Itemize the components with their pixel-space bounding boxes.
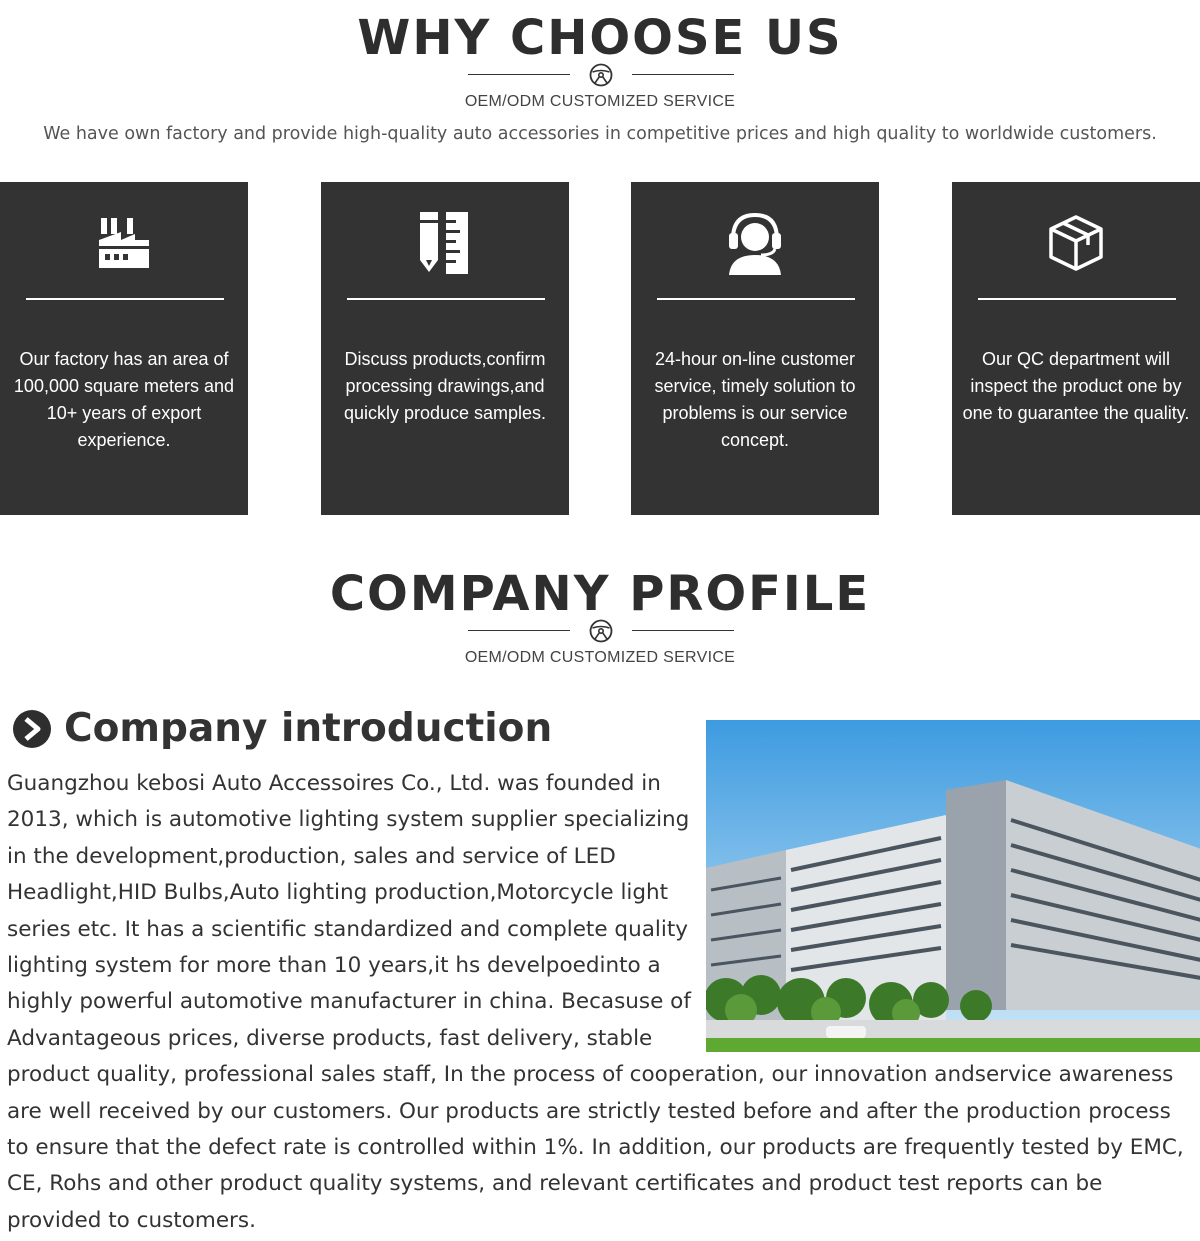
company-profile-subtitle: OEM/ODM CUSTOMIZED SERVICE (464, 649, 736, 666)
card-divider (657, 298, 855, 300)
feature-card-service (631, 182, 879, 515)
feature-card-factory (0, 182, 248, 515)
chevron-right-circle-icon (12, 709, 52, 749)
steering-wheel-icon (589, 619, 613, 643)
company-profile-title: COMPANY PROFILE (329, 566, 871, 622)
customer-service-icon (725, 211, 785, 275)
company-introduction-label: Company introduction (64, 706, 553, 751)
why-title-divider (468, 63, 734, 87)
feature-card-text: Our QC department will inspect the product one by one to guarantee the quality. (962, 349, 1190, 423)
company-building-image (706, 720, 1200, 1052)
card-divider (26, 298, 224, 300)
steering-wheel-icon (589, 63, 613, 87)
why-choose-us-title: WHY CHOOSE US (357, 10, 843, 66)
factory-icon (97, 216, 151, 270)
card-divider (347, 298, 545, 300)
pencil-ruler-icon (418, 210, 472, 276)
box-icon (1047, 214, 1105, 272)
why-choose-us-subtitle: OEM/ODM CUSTOMIZED SERVICE (464, 93, 736, 110)
card-divider (978, 298, 1176, 300)
feature-card-quality (952, 182, 1200, 515)
company-introduction-body (7, 766, 1197, 1239)
company-introduction-heading (12, 706, 552, 751)
feature-card-samples (321, 182, 569, 515)
feature-card-text: 24-hour on-line customer service, timely solution to problems is our service concept. (654, 349, 856, 450)
feature-card-text: Discuss products,confirm processing drawings,and quickly produce samples. (343, 349, 547, 423)
company-introduction-text: Guangzhou kebosi Auto Accessoires Co., Ltd. was founded in 2013, which is automotive lighting system supplier specializing in the development,production, sales and service of LED Headlight,HID Bulbs,Auto lighting production,Motorcycle light series etc. It has a scientific standardized and complete quality lighting system for more than 10 years,it hs develpoedinto a highly powerful automotive manufacturer in china. Becasuse of Advantageous prices, diverse products, fast delivery, stable product quality, professional sales staff, In the process of cooperation, our innovation andservice awareness are well received by our customers. Our products are strictly tested before and after the production process to ensure that the defect rate is controlled within 1%. In addition, our products are frequently tested by EMC, CE, Rohs and other product quality systems, and relevant certificates and product test reports can be provided to customers. (7, 771, 1184, 1233)
why-choose-us-description: We have own factory and provide high-quality auto accessories in competitive prices and high quality to worldwide customers. (43, 124, 1157, 144)
feature-card-text: Our factory has an area of 100,000 square meters and 10+ years of export experience. (13, 349, 235, 450)
profile-title-divider (468, 619, 734, 643)
